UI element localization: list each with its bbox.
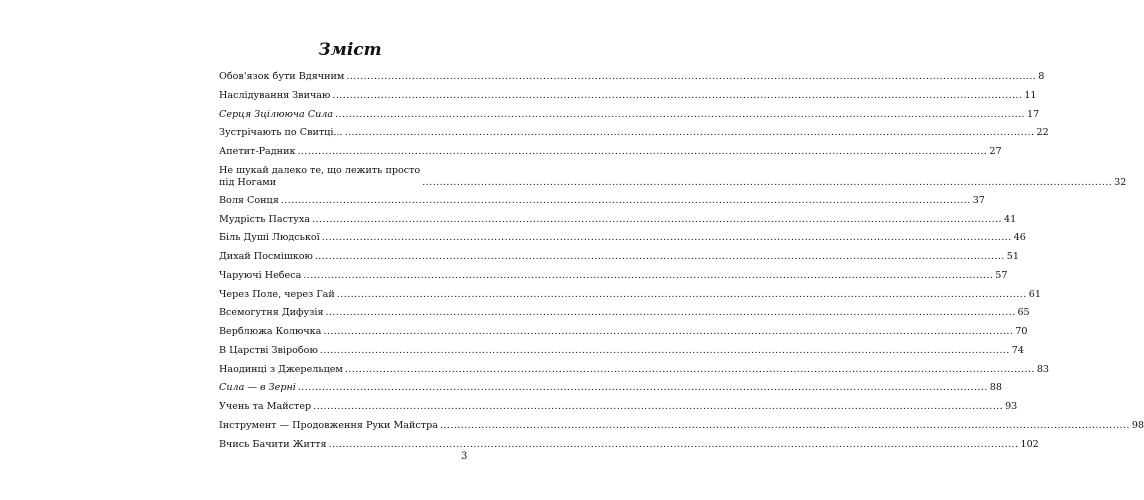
toc-entry-title: Верблюжа Колючка [219,326,322,337]
toc-leader-dots: ........................................................................................................................................................................................................ [328,438,1019,450]
toc-entry-page: 57 [995,269,1008,281]
toc-entry [219,307,1030,319]
toc-entry-title: Апетит-Радник [219,146,296,157]
toc-entry-title: Всемогутня Дифузія [219,307,324,319]
toc-entry-page: 27 [989,146,1002,157]
toc-leader-dots: ........................................................................................................................................................................................................ [332,89,1023,101]
toc-entry-page: 32 [1114,176,1127,188]
toc-entry [219,232,1026,244]
toc-leader-dots: ........................................................................................................................................................................................................ [297,382,988,394]
toc-entry-page: 74 [1011,344,1024,356]
toc-entry-title: Серця Зцілююча Сила [219,108,334,120]
toc-entry-title: Мудрість Пастуха [219,213,311,225]
toc-leader-dots: ........................................................................................................................................................................................................ [312,213,1003,225]
toc-entry-page: 83 [1036,363,1050,375]
toc-entry-page: 46 [1013,232,1026,244]
toc-entry [219,213,1017,226]
toc-entry-title: Інструмент — Продовження Руки Майстра [219,419,438,431]
toc-leader-dots: ........................................................................................................................................................................................................ [439,419,1130,431]
toc-leader-dots: ........................................................................................................................................................................................................ [319,344,1010,356]
toc-leader-dots: ........................................................................................................................................................................................................ [313,401,1004,412]
toc-entry-title: Не шукай далеко те, що лежить просто під Ногами [219,164,421,188]
toc-entry-page: 61 [1028,288,1041,300]
toc-entry [219,164,1127,189]
toc-entry-page: 17 [1027,108,1040,120]
toc-leader-dots: ........................................................................................................................................................................................................ [280,194,971,206]
toc-entry-page: 102 [1020,438,1039,450]
toc-entry-page: 88 [989,382,1002,394]
toc-entry [219,438,1039,451]
page-title: Зміст [318,40,382,60]
toc-leader-dots: ........................................................................................................................................................................................................ [325,307,1016,319]
toc-entry-title: Дихай Посмішкою [219,251,313,262]
toc-entry-page: 37 [972,194,985,206]
toc-leader-dots: ........................................................................................................................................................................................................ [335,108,1026,120]
toc-entry-page: 65 [1017,307,1030,319]
toc-entry-title: Наслідування Звичаю [219,89,331,101]
toc-entry [219,89,1037,102]
toc-entry [219,382,1002,394]
toc-entry-page: 11 [1024,89,1037,101]
toc-leader-dots: ........................................................................................................................................................................................................ [321,232,1012,244]
toc-leader-dots: ........................................................................................................................................................................................................ [344,127,1035,139]
toc-entry [219,401,1018,413]
toc-entry [219,251,1019,263]
toc-leader-dots: ........................................................................................................................................................................................................ [422,176,1113,188]
toc-entry-title: Зустрічають по Свитці... [219,127,343,139]
toc-entry-page: 93 [1005,401,1018,412]
toc-entry [219,194,985,207]
toc-leader-dots: ........................................................................................................................................................................................................ [336,288,1027,300]
toc-entry-page: 8 [1038,71,1045,82]
toc-leader-dots: ........................................................................................................................................................................................................ [303,269,994,281]
toc-entry-page: 51 [1006,251,1019,262]
toc-entry [219,269,1008,282]
toc-entry-title: Учень та Майстер [219,401,312,412]
toc-entry-title: В Царстві Звіробою [219,344,318,356]
toc-entry-title: Чаруючі Небеса [219,269,302,281]
toc-entry-title: Біль Душі Людської [219,232,320,244]
toc-leader-dots: ........................................................................................................................................................................................................ [344,363,1035,375]
toc-leader-dots: ........................................................................................................................................................................................................ [323,326,1014,337]
toc-leader-dots: ........................................................................................................................................................................................................ [346,71,1037,82]
toc-entry-page: 41 [1004,213,1017,225]
toc-entry [219,363,1050,376]
toc-leader-dots: ........................................................................................................................................................................................................ [314,251,1005,262]
toc-entry [219,108,1040,121]
table-of-contents [219,71,1144,457]
toc-entry [219,71,1045,83]
toc-entry-title: Наодинці з Джерельцем [219,363,343,375]
toc-entry-title: Обов'язок бути Вдячним [219,71,345,82]
toc-entry-page: 22 [1036,127,1049,139]
toc-entry [219,127,1049,139]
toc-entry-title: Вчись Бачити Життя [219,438,327,450]
toc-entry [219,326,1028,338]
toc-entry-page: 98 [1131,419,1144,431]
page-number: 3 [461,451,468,462]
toc-entry-title: Через Поле, через Гай [219,288,335,300]
toc-entry-page: 70 [1015,326,1028,337]
toc-entry-title: Сила — в Зерні [219,382,296,394]
toc-leader-dots: ........................................................................................................................................................................................................ [297,146,988,157]
toc-entry [219,344,1024,357]
toc-entry [219,288,1041,301]
toc-entry [219,419,1144,432]
toc-entry-title: Воля Сонця [219,194,279,206]
toc-entry [219,146,1002,158]
